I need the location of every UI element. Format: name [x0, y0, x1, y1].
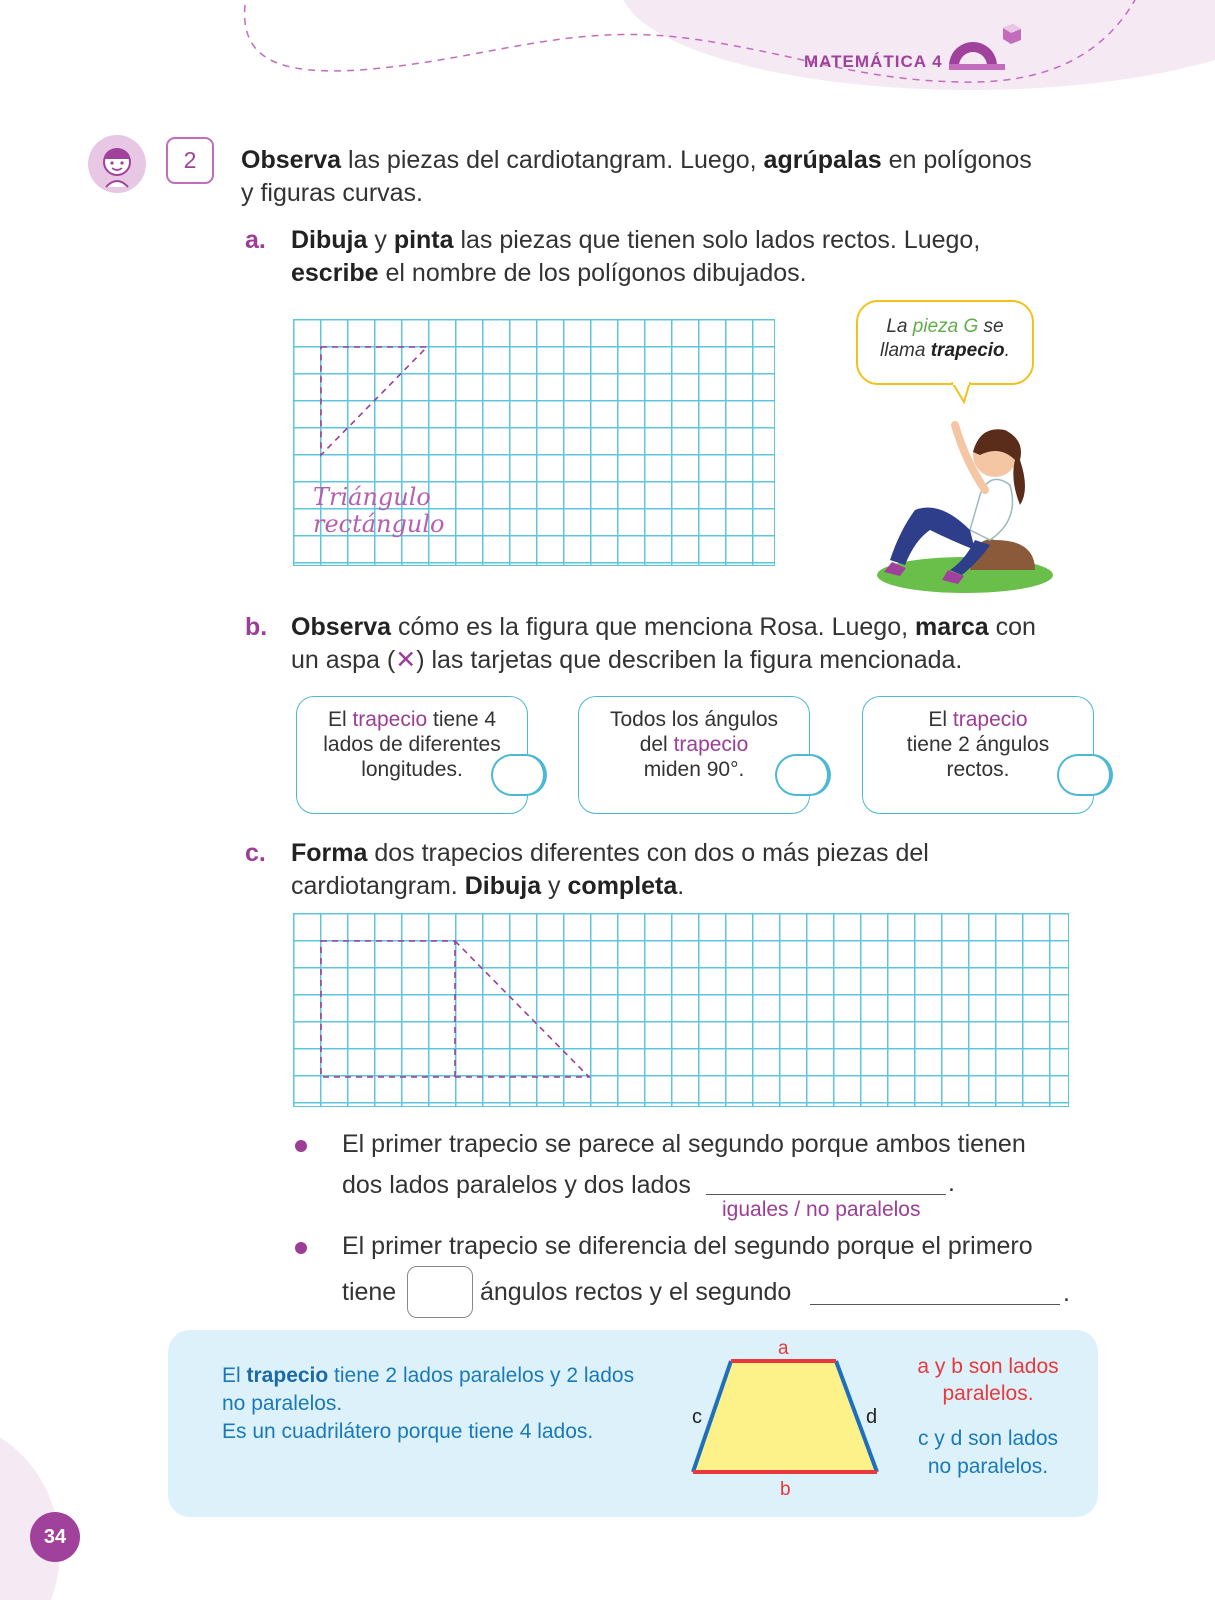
- handwritten-answer: [313, 484, 444, 538]
- instruction-text: en polígonos: [881, 146, 1032, 174]
- verb-completa: completa: [567, 872, 678, 900]
- bullet-2-answer-blank[interactable]: [810, 1303, 1060, 1305]
- part-b-instruction: [291, 611, 1111, 677]
- card-1-checkbox[interactable]: [491, 754, 547, 796]
- bullet-2-period: .: [1063, 1279, 1070, 1307]
- instruction-text: y figuras curvas.: [241, 179, 424, 207]
- bubble-text: se: [978, 316, 1004, 337]
- card-text: lados de diferentes: [323, 733, 501, 756]
- verb-observa: Observa: [241, 146, 342, 174]
- instruction-text: cardiotangram.: [291, 872, 465, 900]
- dashed-trapezoid-drawing: [293, 913, 1069, 1107]
- card-text: tiene 2 ángulos: [906, 733, 1050, 756]
- note-text: paralelos.: [942, 1382, 1034, 1405]
- bullet-2-text-tiene: tiene: [342, 1278, 397, 1306]
- card-text: longitudes.: [361, 758, 463, 781]
- label-c: c: [692, 1406, 702, 1428]
- card-text: El: [327, 708, 353, 731]
- statement-card-2: [578, 696, 810, 814]
- verb-marca: marca: [915, 613, 989, 641]
- bullet-1: [295, 1140, 307, 1152]
- bullet-2-text-line1: El primer trapecio se diferencia del segundo porque el primero: [342, 1232, 1033, 1260]
- label-a: a: [778, 1338, 789, 1359]
- verb-forma: Forma: [291, 839, 368, 867]
- girl-illustration: [870, 400, 1070, 600]
- activity-number: 2: [166, 137, 214, 184]
- instruction-text: y: [367, 226, 394, 254]
- book-title: MATEMÁTICA 4: [804, 52, 943, 71]
- card-3-checkbox[interactable]: [1057, 754, 1113, 796]
- verb-pinta: pinta: [393, 226, 454, 254]
- definition-text: tiene 2 lados paralelos y 2 lados: [328, 1364, 635, 1387]
- page-corner-background: [0, 1420, 60, 1600]
- instruction-text: el nombre de los polígonos dibujados.: [378, 259, 807, 287]
- page-number: 34: [30, 1512, 80, 1562]
- verb-dibuja: Dibuja: [291, 226, 368, 254]
- card-keyword: trapecio: [673, 733, 749, 756]
- right-angles-count-box[interactable]: [407, 1266, 473, 1318]
- x-mark-icon: ✕: [395, 646, 417, 674]
- card-text: del: [639, 733, 674, 756]
- instruction-text: con: [988, 613, 1036, 641]
- handwriting-line: Triángulo: [313, 483, 431, 511]
- speech-bubble: [856, 300, 1034, 385]
- label-d: d: [866, 1406, 878, 1428]
- definition-text: Es un cuadrilátero porque tiene 4 lados.: [222, 1420, 594, 1443]
- card-keyword: trapecio: [952, 708, 1028, 731]
- student-face-icon: [88, 135, 146, 193]
- part-a-letter: a.: [245, 226, 266, 254]
- part-b-letter: b.: [245, 613, 268, 641]
- card-text: Todos los ángulos: [609, 708, 779, 731]
- instruction-text: las piezas del cardiotangram. Luego,: [341, 146, 764, 174]
- card-text: rectos.: [946, 758, 1010, 781]
- instruction-text: ) las tarjetas que describen la figura mencionada.: [416, 646, 963, 674]
- instruction-text: dos trapecios diferentes con dos o más piezas del: [367, 839, 929, 867]
- parallel-sides-note: [903, 1353, 1073, 1407]
- bullet-1-answer-blank[interactable]: [706, 1193, 946, 1195]
- definition-keyword: trapecio: [246, 1364, 329, 1387]
- protractor-icon: [945, 20, 1025, 72]
- part-c-letter: c.: [245, 839, 266, 867]
- activity-instruction: [241, 144, 1101, 210]
- part-a-instruction: [291, 224, 1091, 290]
- card-text: tiene 4: [427, 708, 497, 731]
- bubble-text: llama: [880, 340, 931, 361]
- verb-agrupalas: agrúpalas: [763, 146, 882, 174]
- label-b: b: [780, 1479, 791, 1500]
- piece-name: pieza G: [912, 316, 979, 337]
- instruction-text: y: [541, 872, 568, 900]
- trapezoid-diagram: [690, 1355, 890, 1480]
- bubble-keyword: trapecio: [930, 340, 1005, 361]
- note-text: a y b son lados: [917, 1355, 1059, 1378]
- answer-options-hint: iguales / no paralelos: [722, 1198, 921, 1221]
- definition-text: no paralelos.: [222, 1392, 343, 1415]
- student-avatar: [88, 135, 146, 193]
- bubble-text: La: [886, 316, 913, 337]
- verb-escribe: escribe: [291, 259, 379, 287]
- handwriting-line: rectángulo: [313, 510, 445, 538]
- bullet-1-text-line1: El primer trapecio se parece al segundo porque ambos tienen: [342, 1130, 1026, 1158]
- note-text: c y d son lados: [917, 1427, 1059, 1450]
- bullet-1-text-line2: dos lados paralelos y dos lados: [342, 1171, 691, 1199]
- bubble-text: .: [1004, 340, 1010, 361]
- instruction-text: cómo es la figura que menciona Rosa. Luego,: [391, 613, 915, 641]
- bullet-1-period: .: [948, 1169, 955, 1197]
- card-keyword: trapecio: [352, 708, 428, 731]
- card-2-checkbox[interactable]: [775, 754, 831, 796]
- part-c-instruction: [291, 837, 1091, 903]
- bullet-2: [295, 1242, 307, 1254]
- instruction-text: .: [677, 872, 685, 900]
- instruction-text: un aspa (: [291, 646, 396, 674]
- verb-observa: Observa: [291, 613, 392, 641]
- statement-card-3: [862, 696, 1094, 814]
- definition-text: El: [222, 1364, 247, 1387]
- bullet-2-text-line2: ángulos rectos y el segundo: [480, 1278, 792, 1306]
- note-text: no paralelos.: [927, 1455, 1049, 1478]
- trapezoid-definition: [222, 1362, 634, 1446]
- card-text: El: [928, 708, 953, 731]
- instruction-text: las piezas que tienen solo lados rectos. Luego,: [453, 226, 981, 254]
- verb-dibuja: Dibuja: [464, 872, 542, 900]
- non-parallel-sides-note: [903, 1425, 1073, 1481]
- statement-card-1: [296, 696, 528, 814]
- card-text: miden 90°.: [643, 758, 745, 781]
